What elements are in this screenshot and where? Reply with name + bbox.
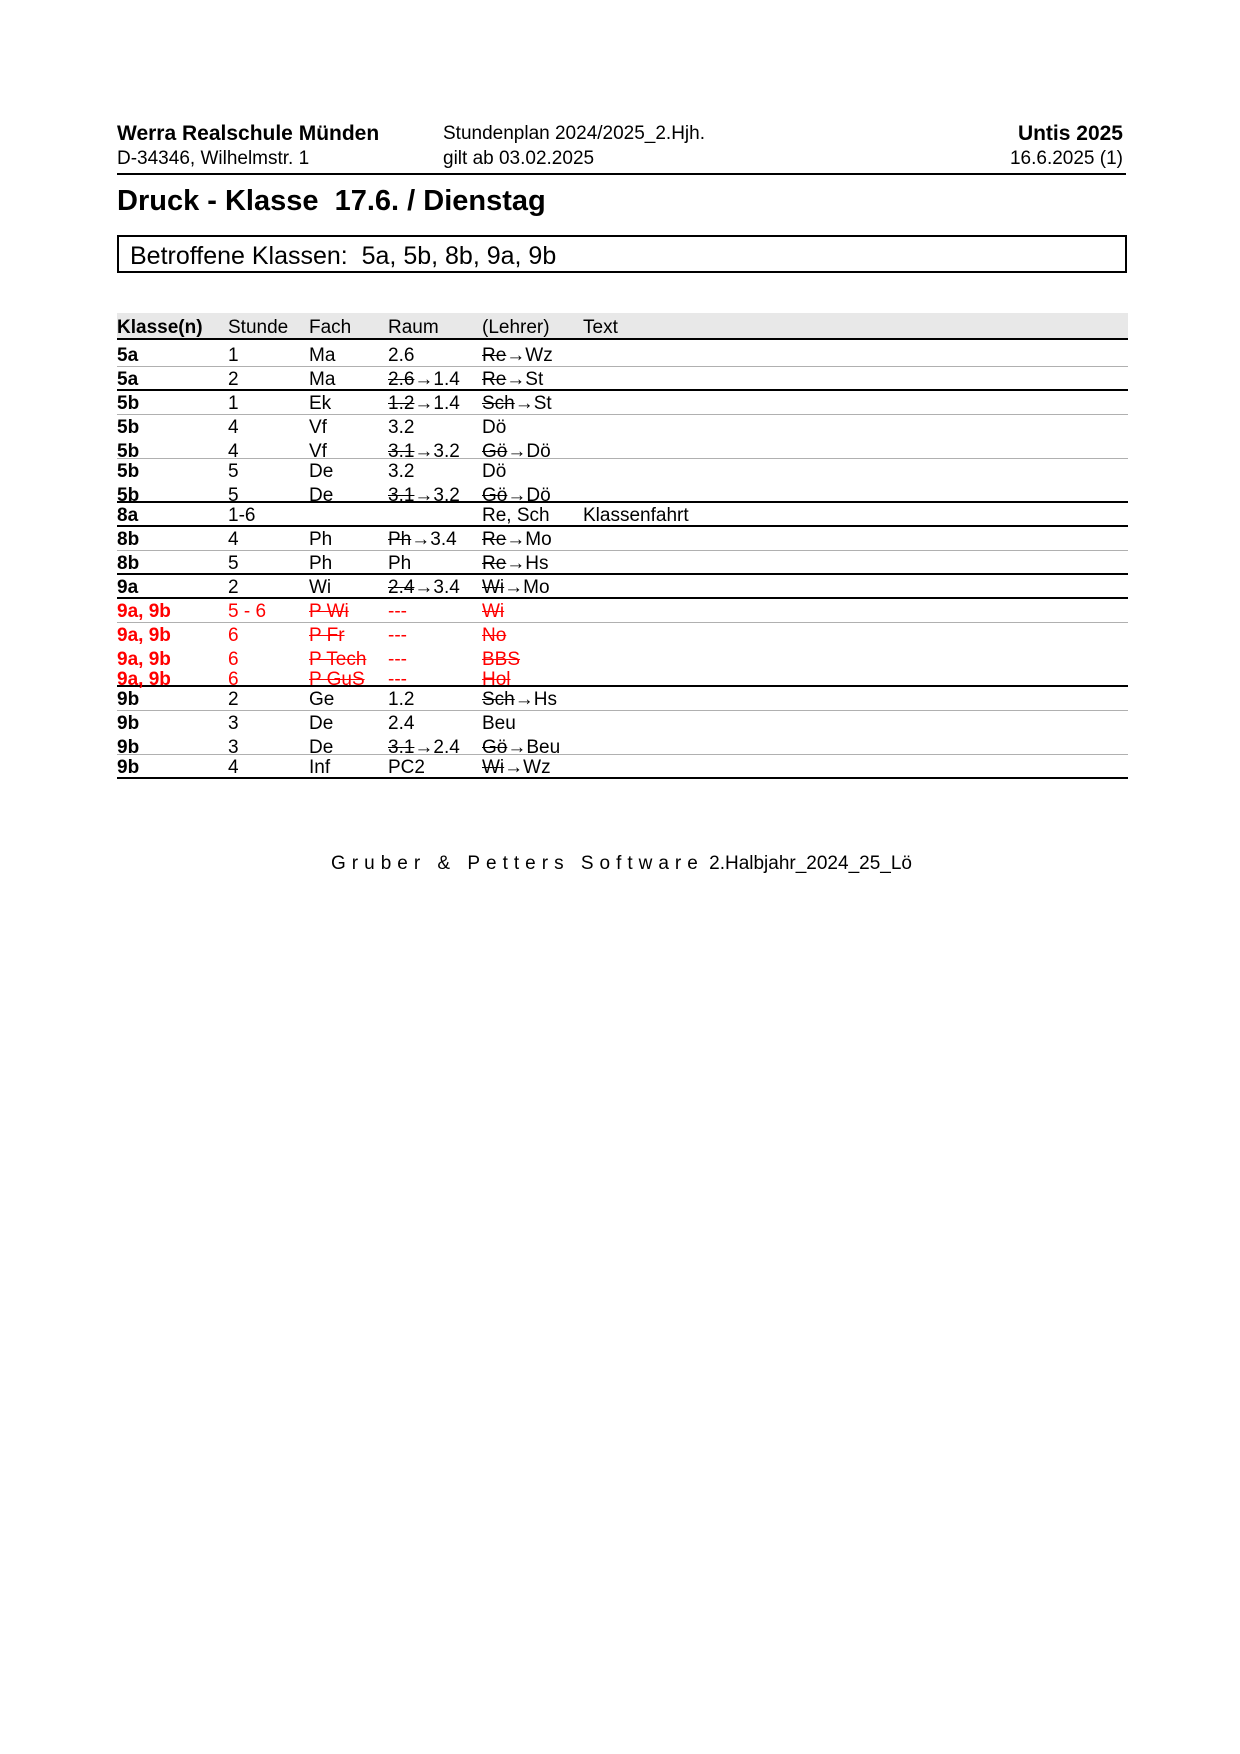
arrow-icon: → xyxy=(506,369,526,390)
cell-klasse: 8a xyxy=(117,505,139,526)
lehrer-old: Gö xyxy=(482,485,508,506)
cell-stunde: 1 xyxy=(228,393,239,414)
table-row xyxy=(117,687,1128,711)
cell-stunde: 2 xyxy=(228,369,239,390)
cell-raum xyxy=(388,601,407,623)
cell-klasse: 5b xyxy=(117,393,140,414)
lehrer-new: Hs xyxy=(525,553,549,574)
cell-raum xyxy=(388,553,411,575)
cell-fach xyxy=(309,345,335,367)
cell-lehrer xyxy=(482,529,552,551)
raum-value: --- xyxy=(388,649,407,670)
arrow-icon: → xyxy=(507,737,527,758)
arrow-icon: → xyxy=(414,577,434,598)
raum-new: 2.4 xyxy=(433,737,460,758)
cell-raum xyxy=(388,345,414,367)
lehrer-new: Wz xyxy=(523,757,551,778)
fach-value: Wi xyxy=(309,577,332,598)
cell-stunde: 4 xyxy=(228,757,239,778)
cell-klasse: 9a, 9b xyxy=(117,649,171,670)
lehrer-old: Wi xyxy=(482,601,505,622)
cell-klasse: 9a, 9b xyxy=(117,601,171,622)
cell-stunde: 6 xyxy=(228,649,239,670)
raum-old: 3.1 xyxy=(388,737,415,758)
fach-value: De xyxy=(309,461,334,482)
arrow-icon: → xyxy=(414,485,434,506)
table-row xyxy=(117,599,1128,623)
cell-fach xyxy=(309,577,331,599)
cell-lehrer xyxy=(482,625,506,647)
lehrer-old: Gö xyxy=(482,441,508,462)
raum-new: 3.4 xyxy=(433,577,460,598)
lehrer-old: Wi xyxy=(482,577,505,598)
cell-stunde: 6 xyxy=(228,625,239,646)
cell-raum xyxy=(388,393,460,415)
fach-value: Ph xyxy=(309,553,333,574)
cell-fach xyxy=(309,713,333,735)
cell-klasse: 5b xyxy=(117,441,140,462)
raum-new: 3.2 xyxy=(433,441,460,462)
cell-stunde: 4 xyxy=(228,441,239,462)
cell-stunde: 4 xyxy=(228,529,239,550)
table-row xyxy=(117,711,1128,735)
fach-value: Ek xyxy=(309,393,332,414)
cell-stunde: 3 xyxy=(228,737,239,758)
arrow-icon: → xyxy=(414,393,434,414)
lehrer-new: Hs xyxy=(533,689,557,710)
cell-stunde: 5 xyxy=(228,553,239,574)
cell-klasse: 5b xyxy=(117,461,140,482)
table-row xyxy=(117,439,1128,462)
fach-value: Inf xyxy=(309,757,331,778)
fach-cancelled: P Fr xyxy=(309,625,345,646)
raum-value: --- xyxy=(388,601,407,622)
product-name: Untis 2025 xyxy=(1017,122,1123,145)
cell-lehrer xyxy=(482,393,552,415)
cell-raum xyxy=(388,757,425,779)
lehrer-new: Beu xyxy=(526,737,561,758)
fach-value: De xyxy=(309,485,334,506)
lehrer-old: Sch xyxy=(482,393,515,414)
cell-raum xyxy=(388,689,414,711)
lehrer-new: St xyxy=(525,369,544,390)
cell-raum xyxy=(388,461,414,483)
cell-lehrer xyxy=(482,461,506,483)
cell-stunde: 1-6 xyxy=(228,505,256,526)
table-row xyxy=(117,575,1128,599)
lehrer-old: Wi xyxy=(482,757,505,778)
column-header-lehrer: (Lehrer) xyxy=(482,317,550,338)
cell-lehrer xyxy=(482,505,550,527)
lehrer-old: Re xyxy=(482,529,507,550)
cell-text xyxy=(583,505,689,527)
cell-lehrer xyxy=(482,369,543,391)
school-address: D-34346, Wilhelmstr. 1 xyxy=(117,148,310,169)
cell-stunde: 6 xyxy=(228,669,239,690)
arrow-icon: → xyxy=(414,369,434,390)
raum-old: 3.1 xyxy=(388,485,415,506)
table-row xyxy=(117,503,1128,527)
raum-value: --- xyxy=(388,669,407,690)
substitution-table xyxy=(117,340,1128,779)
fach-value: Ma xyxy=(309,345,336,366)
cell-stunde: 2 xyxy=(228,577,239,598)
arrow-icon: → xyxy=(514,689,534,710)
cell-fach xyxy=(309,529,332,551)
raum-old: 3.1 xyxy=(388,441,415,462)
lehrer-new: Mo xyxy=(523,577,550,598)
cell-fach xyxy=(309,601,349,623)
cell-klasse: 9a, 9b xyxy=(117,669,171,690)
arrow-icon: → xyxy=(504,577,524,598)
cell-stunde: 3 xyxy=(228,713,239,734)
cell-klasse: 9b xyxy=(117,713,140,734)
lehrer-old: Re xyxy=(482,345,507,366)
table-row xyxy=(117,667,1128,690)
cell-raum xyxy=(388,369,460,391)
cell-stunde: 2 xyxy=(228,689,239,710)
lehrer-old: Re xyxy=(482,369,507,390)
raum-value: 2.6 xyxy=(388,345,415,366)
cell-klasse: 8b xyxy=(117,529,140,550)
cell-klasse: 9b xyxy=(117,757,140,778)
affected-classes-box xyxy=(117,235,1127,273)
cell-raum xyxy=(388,625,407,647)
cell-klasse: 9a xyxy=(117,577,139,598)
arrow-icon: → xyxy=(506,345,526,366)
fach-value: Ge xyxy=(309,689,335,710)
cell-lehrer xyxy=(482,553,549,575)
table-row xyxy=(117,340,1128,367)
raum-value: 3.2 xyxy=(388,461,415,482)
cell-fach xyxy=(309,689,334,711)
cell-fach xyxy=(309,625,345,647)
valid-from: gilt ab 03.02.2025 xyxy=(443,148,595,169)
raum-new: 3.4 xyxy=(430,529,457,550)
table-row xyxy=(117,551,1128,575)
column-header-text: Text xyxy=(583,317,618,338)
table-row xyxy=(117,623,1128,647)
cell-lehrer xyxy=(482,345,553,367)
lehrer-old: No xyxy=(482,625,507,646)
cell-klasse: 9a, 9b xyxy=(117,625,171,646)
fach-value: De xyxy=(309,737,334,758)
lehrer-old: Gö xyxy=(482,737,508,758)
raum-new: 3.2 xyxy=(433,485,460,506)
table-row xyxy=(117,483,1128,506)
affected-classes: Betroffene Klassen: 5a, 5b, 8b, 9a, 9b xyxy=(130,242,557,270)
fach-cancelled: P GuS xyxy=(309,669,365,690)
plan-name: Stundenplan 2024/2025_2.Hjh. xyxy=(443,123,706,144)
lehrer-new: Mo xyxy=(525,529,552,550)
cell-stunde: 5 xyxy=(228,485,239,506)
lehrer-old: BBS xyxy=(482,649,521,670)
print-date: 16.6.2025 (1) xyxy=(1009,148,1123,169)
cell-fach xyxy=(309,757,330,779)
raum-value: --- xyxy=(388,625,407,646)
cell-raum xyxy=(388,417,414,439)
lehrer-new: St xyxy=(533,393,552,414)
table-row xyxy=(117,527,1128,551)
column-header-stunde: Stunde xyxy=(228,317,289,338)
lehrer-new: Dö xyxy=(526,485,551,506)
raum-old: 2.4 xyxy=(388,577,415,598)
cell-fach xyxy=(309,417,327,439)
arrow-icon: → xyxy=(514,393,534,414)
cell-klasse: 5a xyxy=(117,369,139,390)
lehrer-old: Hol xyxy=(482,669,511,690)
fach-value: Ph xyxy=(309,529,333,550)
lehrer-old: Re xyxy=(482,553,507,574)
raum-value: PC2 xyxy=(388,757,425,778)
arrow-icon: → xyxy=(507,441,527,462)
arrow-icon: → xyxy=(506,553,526,574)
arrow-icon: → xyxy=(507,485,527,506)
raum-value: 1.2 xyxy=(388,689,415,710)
raum-old: 1.2 xyxy=(388,393,415,414)
page-title: Druck - Klasse 17.6. / Dienstag xyxy=(117,185,546,217)
column-header-raum: Raum xyxy=(388,317,439,338)
cell-lehrer xyxy=(482,417,506,439)
footer-vendor: Gruber & Petters Software xyxy=(331,853,704,874)
table-row xyxy=(117,459,1128,483)
fach-value: Ma xyxy=(309,369,336,390)
table-row xyxy=(117,367,1128,391)
cell-stunde: 4 xyxy=(228,417,239,438)
lehrer-value: Dö xyxy=(482,461,507,482)
text-value: Klassenfahrt xyxy=(583,505,689,526)
raum-old: Ph xyxy=(388,529,412,550)
cell-lehrer xyxy=(482,757,551,779)
arrow-icon: → xyxy=(414,737,434,758)
cell-raum xyxy=(388,577,460,599)
arrow-icon: → xyxy=(411,529,431,550)
arrow-icon: → xyxy=(506,529,526,550)
fach-cancelled: P Wi xyxy=(309,601,349,622)
cell-stunde: 5 xyxy=(228,461,239,482)
cell-klasse: 5b xyxy=(117,485,140,506)
lehrer-value: Re, Sch xyxy=(482,505,550,526)
fach-value: De xyxy=(309,713,334,734)
cell-fach xyxy=(309,461,333,483)
cell-klasse: 5a xyxy=(117,345,139,366)
arrow-icon: → xyxy=(414,441,434,462)
cell-raum xyxy=(388,713,414,735)
lehrer-old: Sch xyxy=(482,689,515,710)
lehrer-value: Beu xyxy=(482,713,516,734)
cell-fach xyxy=(309,553,332,575)
raum-old: 2.6 xyxy=(388,369,415,390)
table-row xyxy=(117,735,1128,758)
cell-stunde: 5 - 6 xyxy=(228,601,267,622)
fach-cancelled: P Tech xyxy=(309,649,367,670)
table-row xyxy=(117,415,1128,439)
table-row xyxy=(117,755,1128,779)
cell-klasse: 9b xyxy=(117,689,140,710)
page-footer xyxy=(117,853,1126,875)
table-row xyxy=(117,391,1128,415)
fach-value: Vf xyxy=(309,441,327,462)
cell-klasse: 9b xyxy=(117,737,140,758)
lehrer-value: Dö xyxy=(482,417,507,438)
lehrer-new: Wz xyxy=(525,345,553,366)
cell-lehrer xyxy=(482,577,550,599)
footer-file: 2.Halbjahr_2024_25_Lö xyxy=(709,853,912,874)
raum-new: 1.4 xyxy=(433,369,460,390)
raum-value: 3.2 xyxy=(388,417,415,438)
cell-lehrer xyxy=(482,689,557,711)
arrow-icon: → xyxy=(504,757,524,778)
table-header xyxy=(117,313,1128,340)
table-row xyxy=(117,647,1128,670)
cell-raum xyxy=(388,529,457,551)
fach-value: Vf xyxy=(309,417,327,438)
cell-klasse: 5b xyxy=(117,417,140,438)
raum-new: 1.4 xyxy=(433,393,460,414)
cell-stunde: 1 xyxy=(228,345,239,366)
cell-klasse: 8b xyxy=(117,553,140,574)
raum-value: Ph xyxy=(388,553,412,574)
school-name: Werra Realschule Münden xyxy=(117,122,380,145)
page-header xyxy=(117,121,1126,175)
cell-fach xyxy=(309,393,331,415)
cell-lehrer xyxy=(482,713,516,735)
column-header-klasse: Klasse(n) xyxy=(117,317,203,338)
cell-fach xyxy=(309,369,335,391)
column-header-fach: Fach xyxy=(309,317,352,338)
cell-lehrer xyxy=(482,601,504,623)
lehrer-new: Dö xyxy=(526,441,551,462)
raum-value: 2.4 xyxy=(388,713,415,734)
